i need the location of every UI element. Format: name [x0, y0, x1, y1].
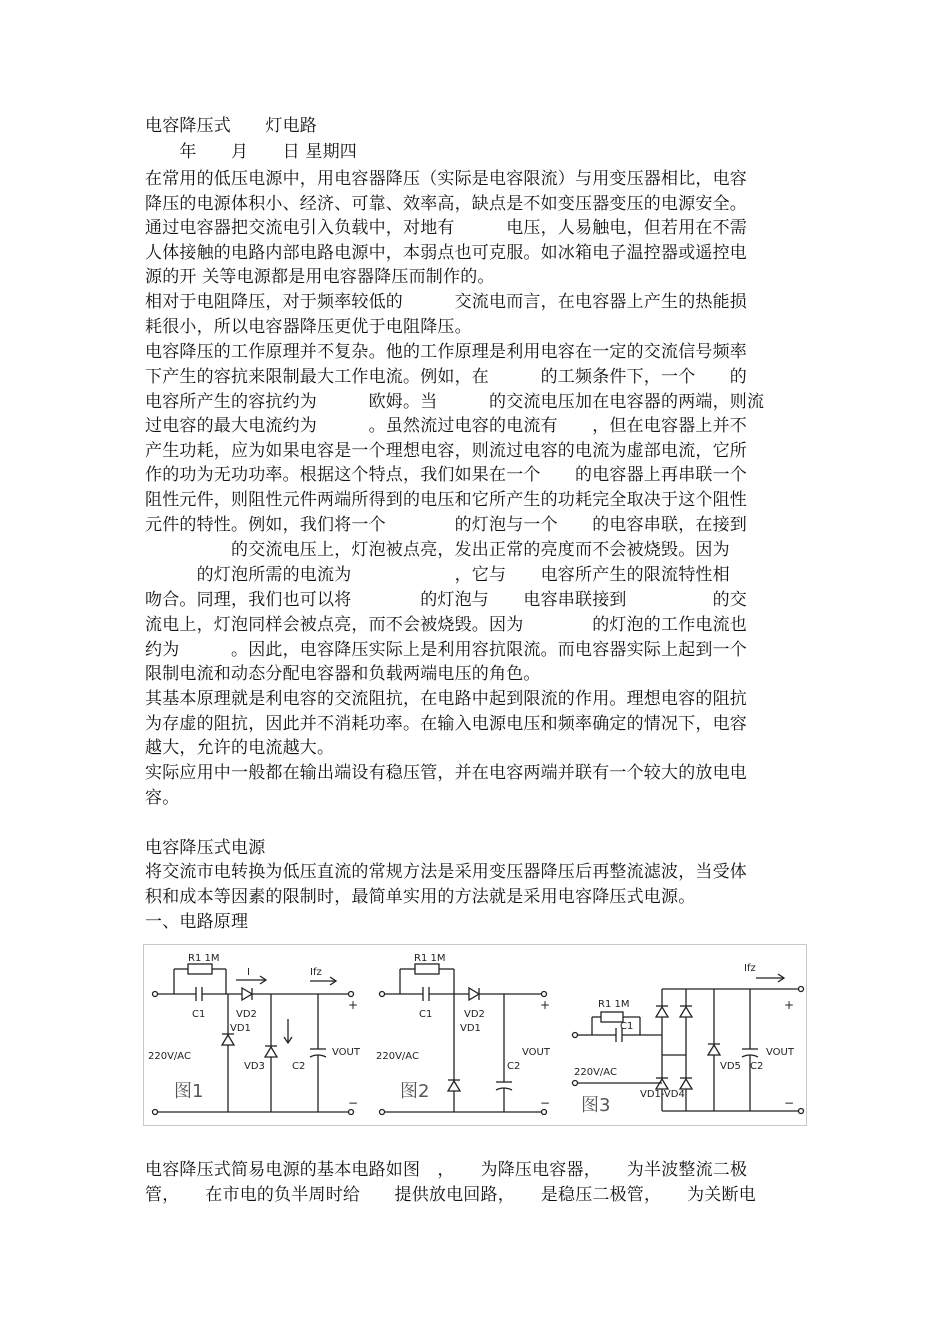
paragraph-line: 电容降压式简易电源的基本电路如图 ， 为降压电容器， 为半波整流二极	[145, 1160, 748, 1180]
paragraph-line: 的灯泡所需的电流为 ，它与 电容所产生的限流特性相	[145, 565, 730, 585]
label-vin: 220V/AC	[148, 1051, 191, 1062]
paragraph-line: 将交流市电转换为低压直流的常规方法是采用变压器降压后再整流滤波，当受体	[145, 862, 747, 882]
paragraph-line: 产生功耗，应为如果电容是一个理想电容，则流过电容的电流为虚部电流，它所	[145, 441, 747, 461]
paragraph-line: 在常用的低压电源中，用电容器降压（实际是电容限流）与用变压器相比，电容	[145, 169, 747, 189]
paragraph-line: 容。	[145, 788, 180, 808]
label-minus: −	[784, 1096, 795, 1110]
paragraph-line: 通过电容器把交流电引入负载中，对地有 电压，人易触电，但若用在不需	[145, 218, 747, 238]
paragraph-line: 作的功为无功功率。根据这个特点，我们如果在一个 的电容器上再串联一个	[145, 465, 747, 485]
paragraph-line: 的交流电压上，灯泡被点亮，发出正常的亮度而不会被烧毁。因为	[145, 540, 730, 560]
label-vd1: VD1	[460, 1023, 481, 1034]
label-c1: C1	[419, 1009, 433, 1020]
circuit-fig3	[573, 974, 804, 1114]
label-minus: −	[540, 1096, 551, 1110]
label-c2: C2	[507, 1061, 521, 1072]
paragraph-line: 约为 。因此，电容降压实际上是利用容抗限流。而电容器实际上起到一个	[145, 640, 747, 660]
label-vin: 220V/AC	[376, 1051, 419, 1062]
label-vd5: VD5	[720, 1061, 741, 1072]
date-line: 年 月 日 星期四	[145, 142, 358, 162]
paragraph-line: 其基本原理就是利电容的交流阻抗，在电路中起到限流的作用。理想电容的阻抗	[145, 689, 747, 709]
label-vd1: VD1	[230, 1023, 251, 1034]
label-minus: −	[348, 1096, 359, 1110]
doc-title: 电容降压式 灯电路	[145, 116, 317, 136]
label-c2: C2	[292, 1061, 306, 1072]
paragraph-line: 为存虚的阻抗，因此并不消耗功率。在输入电源电压和频率确定的情况下，电容	[145, 714, 747, 734]
paragraph-line: 源的开 关等电源都是用电容器降压而制作的。	[145, 267, 495, 287]
paragraph-line: 实际应用中一般都在输出端设有稳压管，并在电容两端并联有一个较大的放电电	[145, 763, 747, 783]
label-ifz: Ifz	[310, 967, 322, 978]
label-vout: VOUT	[332, 1047, 360, 1058]
paragraph-line: 相对于电阻降压，对于频率较低的 交流电而言，在电容器上产生的热能损	[145, 292, 747, 312]
paragraph-line: 流电上，灯泡同样会被点亮，而不会被烧毁。因为 的灯泡的工作电流也	[145, 615, 747, 635]
label-vd3: VD3	[244, 1061, 265, 1072]
caption-fig1: 图1	[174, 1081, 204, 1102]
paragraph-line: 管， 在市电的负半周时给 提供放电回路， 是稳压二极管， 为关断电	[145, 1185, 756, 1205]
label-plus: +	[348, 998, 359, 1012]
label-bridge: VD1-VD4	[640, 1089, 685, 1100]
paragraph-line: 耗很小，所以电容器降压更优于电阻降压。	[145, 317, 472, 337]
paragraph-line: 过电容的最大电流约为 。虽然流过电容的电流有 ，但在电容器上并不	[145, 416, 747, 436]
paragraph-line: 下产生的容抗来限制最大工作电流。例如，在 的工频条件下，一个 的	[145, 367, 747, 387]
section-title: 电容降压式电源	[145, 838, 266, 858]
label-current: I	[247, 967, 250, 978]
label-c1: C1	[620, 1021, 634, 1032]
subsection-title: 一、电路原理	[145, 912, 249, 932]
label-c2: C2	[750, 1061, 764, 1072]
label-c1: C1	[192, 1009, 206, 1020]
paragraph-line: 人体接触的电路内部电路电源中，本弱点也可克服。如冰箱电子温控器或遥控电	[145, 243, 747, 263]
paragraph-line: 元件的特性。例如，我们将一个 的灯泡与一个 的电容串联，在接到	[145, 515, 747, 535]
caption-fig2: 图2	[400, 1081, 430, 1102]
paragraph-line: 积和成本等因素的限制时，最简单实用的方法就是采用电容降压式电源。	[145, 887, 696, 907]
paragraph-line: 限制电流和动态分配电容器和负载两端电压的角色。	[145, 664, 541, 684]
label-vout: VOUT	[766, 1047, 794, 1058]
paragraph-line: 电容降压的工作原理并不复杂。他的工作原理是利用电容在一定的交流信号频率	[145, 342, 747, 362]
label-plus: +	[784, 998, 795, 1012]
paragraph-line: 吻合。同理，我们也可以将 的灯泡与 电容串联接到 的交	[145, 590, 747, 610]
paragraph-line: 阻性元件，则阻性元件两端所得到的电压和它所产生的功耗完全取决于这个阻性	[145, 490, 747, 510]
paragraph-line: 越大，允许的电流越大。	[145, 738, 335, 758]
label-vd2: VD2	[464, 1009, 485, 1020]
label-r1: R1 1M	[188, 953, 220, 964]
paragraph-line: 电容所产生的容抗约为 欧姆。当 的交流电压加在电容器的两端，则流	[145, 392, 765, 412]
label-vout: VOUT	[522, 1047, 550, 1058]
paragraph-line: 降压的电源体积小、经济、可靠、效率高，缺点是不如变压器变压的电源安全。	[145, 194, 747, 214]
label-r1: R1 1M	[598, 999, 630, 1010]
circuit-figure	[143, 944, 807, 1126]
label-plus: +	[540, 998, 551, 1012]
label-ifz: Ifz	[744, 963, 756, 974]
label-vd2: VD2	[236, 1009, 257, 1020]
caption-fig3: 图3	[581, 1095, 611, 1116]
label-r1: R1 1M	[414, 953, 446, 964]
label-vin: 220V/AC	[574, 1067, 617, 1078]
